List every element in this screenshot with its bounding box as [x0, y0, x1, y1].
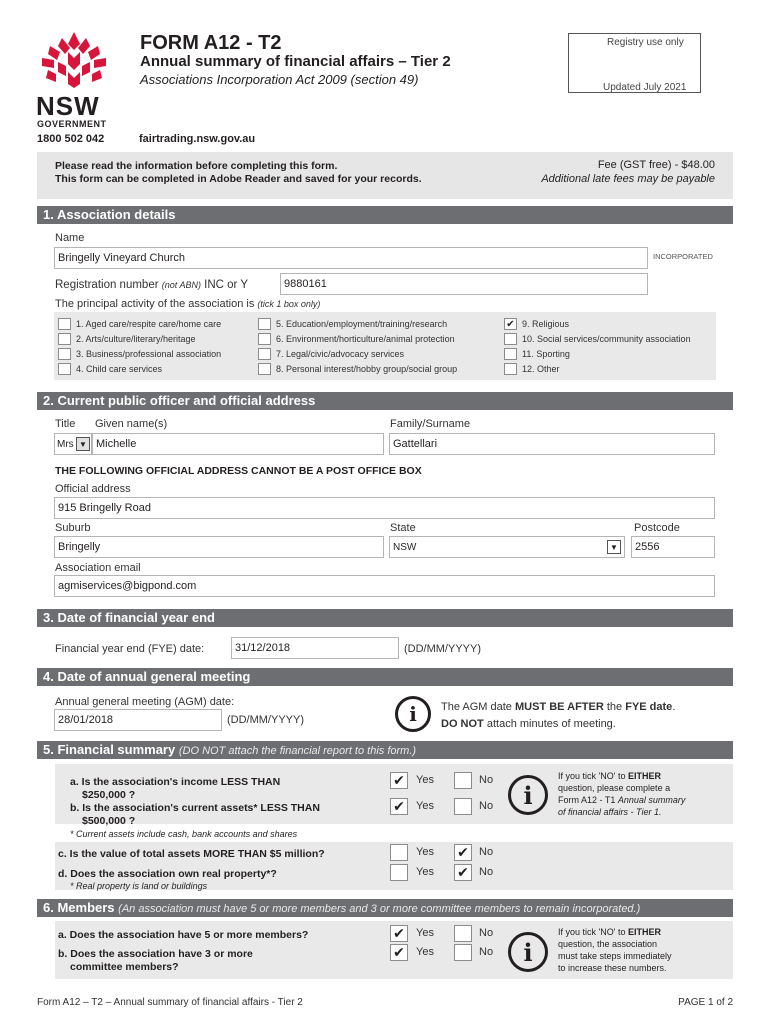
activity-label: 12. Other	[522, 364, 560, 374]
agm-note-e: .	[672, 701, 676, 713]
intro-line-2: This form can be completed in Adobe Reader and saved for your records.	[55, 173, 422, 185]
reg-note: (not ABN)	[161, 280, 201, 290]
state-value: NSW	[393, 541, 417, 553]
official-address-field[interactable]	[54, 497, 715, 519]
a-no-checkbox[interactable]	[454, 925, 472, 942]
b-yes-label: Yes	[416, 946, 434, 958]
s6-side-2: question, the association	[558, 939, 658, 949]
email-label: Association email	[55, 562, 141, 574]
activity-checkbox[interactable]	[504, 318, 517, 330]
registration-number-field[interactable]	[280, 273, 648, 295]
c-no-label: No	[479, 846, 494, 858]
activity-option[interactable]	[504, 318, 569, 330]
activity-label: 3. Business/professional association	[76, 349, 222, 359]
activity-label: 5. Education/employment/training/research	[276, 319, 448, 329]
question-6a: a. Does the association have 5 or more members?	[58, 929, 309, 941]
question-5a-line2: $250,000 ?	[82, 789, 136, 801]
activity-option[interactable]	[504, 363, 560, 375]
s6-side-4: to increase these numbers.	[558, 963, 667, 973]
activity-label: 7. Legal/civic/advocacy services	[276, 349, 405, 359]
updated-date: Updated July 2021	[603, 82, 687, 93]
s5-side-4: Annual summary	[617, 795, 686, 805]
activity-checkbox[interactable]	[504, 333, 517, 345]
s6-side-either: EITHER	[627, 927, 661, 937]
s5-side-1: If you tick 'NO' to	[558, 771, 626, 781]
b-no-label: No	[479, 946, 494, 958]
a-yes-label: Yes	[416, 774, 434, 786]
section-6-note: (An association must have 5 or more members and 3 or more committee members to remain incorporated.)	[118, 903, 641, 915]
a-no-label: No	[479, 774, 494, 786]
activity-option[interactable]	[258, 318, 447, 330]
activity-option[interactable]	[58, 318, 221, 330]
given-name-value: Michelle	[96, 438, 137, 450]
waratah-logo-icon	[32, 30, 116, 88]
incorporated-label: INCORPORATED	[653, 252, 713, 261]
a-no-checkbox[interactable]	[454, 772, 472, 789]
registration-number-value: 9880161	[284, 278, 327, 290]
fye-date-value: 31/12/2018	[235, 642, 291, 654]
check-icon: ✔	[457, 844, 469, 860]
section-4-header	[37, 668, 733, 686]
email-value: agmiservices@bigpond.com	[58, 580, 197, 592]
address-warning: THE FOLLOWING OFFICIAL ADDRESS CANNOT BE A POST OFFICE BOX	[55, 465, 422, 477]
c-yes-label: Yes	[416, 846, 434, 858]
activity-checkbox[interactable]	[58, 348, 71, 360]
family-name-field[interactable]	[389, 433, 715, 455]
family-name-label: Family/Surname	[390, 418, 471, 430]
section-2-header	[37, 392, 733, 410]
activity-label: 11. Sporting	[522, 349, 570, 359]
title-label: Title	[55, 418, 76, 430]
registry-box	[568, 33, 701, 93]
agm-note-f: DO NOT	[441, 718, 484, 730]
activity-label: 9. Religious	[522, 319, 570, 329]
form-title: FORM A12 - T2	[140, 32, 282, 54]
dropdown-icon[interactable]: ▼	[607, 540, 621, 554]
question-5b-line2: $500,000 ?	[82, 815, 136, 827]
fye-format: (DD/MM/YYYY)	[404, 643, 481, 655]
section-1-header	[37, 206, 733, 224]
footnote-current-assets: * Current assets include cash, bank accounts and shares	[70, 829, 298, 839]
b-no-checkbox[interactable]	[454, 944, 472, 961]
fye-label: Financial year end (FYE) date:	[55, 643, 205, 655]
activity-checkbox[interactable]	[258, 333, 271, 345]
registry-label: Registry use only	[607, 37, 684, 48]
activity-checkbox[interactable]	[258, 363, 271, 375]
question-5b-line1: b. Is the association's current assets* LESS THAN	[70, 802, 320, 814]
dropdown-icon[interactable]: ▼	[76, 437, 90, 451]
logo-sub: GOVERNMENT	[37, 119, 107, 129]
a-no-label: No	[479, 927, 494, 939]
nsw-logo	[32, 30, 116, 129]
activity-label: 8. Personal interest/hobby group/social group	[276, 364, 458, 374]
section-5-side-note	[558, 770, 723, 818]
intro-line-1: Please read the information before completing this form.	[55, 160, 338, 172]
b-no-checkbox[interactable]	[454, 798, 472, 815]
agm-note-a: The AGM date	[441, 701, 512, 713]
s6-side-1: If you tick 'NO' to	[558, 927, 626, 937]
activity-option[interactable]	[258, 333, 455, 345]
section-5-header	[37, 741, 733, 759]
form-subtitle: Annual summary of financial affairs – Tier 2	[140, 53, 451, 70]
state-label: State	[390, 522, 416, 534]
section-6-title: 6. Members	[43, 900, 115, 915]
activity-label-text: The principal activity of the association is	[55, 298, 255, 310]
footer-page: PAGE 1 of 2	[678, 997, 733, 1008]
b-yes-checkbox[interactable]	[390, 944, 408, 961]
title-value: Mrs	[57, 438, 74, 450]
b-no-label: No	[479, 800, 494, 812]
suburb-field[interactable]	[54, 536, 384, 558]
b-yes-label: Yes	[416, 800, 434, 812]
check-icon: ✔	[457, 864, 469, 880]
association-name-value: Bringelly Vineyard Church	[58, 252, 185, 264]
activity-label: 4. Child care services	[76, 364, 163, 374]
s5-side-either: EITHER	[627, 771, 661, 781]
activity-checkbox[interactable]	[504, 363, 517, 375]
activity-option[interactable]	[58, 363, 162, 375]
section-1-title: 1. Association details	[43, 207, 176, 222]
check-icon: ✔	[393, 772, 405, 788]
postcode-field[interactable]	[631, 536, 715, 558]
state-select[interactable]	[389, 536, 625, 558]
section-6-side-note	[558, 926, 723, 974]
agm-date-value: 28/01/2018	[58, 714, 114, 726]
section-5-note: (DO NOT attach the financial report to this form.)	[178, 745, 417, 757]
activity-checkbox[interactable]	[258, 348, 271, 360]
activity-option[interactable]	[258, 363, 457, 375]
footer-left: Form A12 – T2 – Annual summary of financial affairs - Tier 2	[37, 997, 303, 1008]
activity-option[interactable]	[504, 348, 570, 360]
activity-checkbox[interactable]	[58, 333, 71, 345]
d-no-label: No	[479, 866, 494, 878]
postcode-label: Postcode	[634, 522, 680, 534]
a-yes-label: Yes	[416, 927, 434, 939]
question-5d: d. Does the association own real property*?	[58, 868, 277, 880]
reg-label	[55, 279, 248, 291]
c-yes-checkbox[interactable]	[390, 844, 408, 861]
agm-label: Annual general meeting (AGM) date:	[55, 696, 235, 708]
section-2-title: 2. Current public officer and official address	[43, 393, 316, 408]
suburb-label: Suburb	[55, 522, 91, 534]
phone: 1800 502 042	[37, 133, 105, 145]
section-6-header	[37, 899, 733, 917]
activity-grid	[58, 318, 718, 378]
question-5b	[70, 802, 320, 828]
activity-label: 10. Social services/community association	[522, 334, 691, 344]
website-link[interactable]: fairtrading.nsw.gov.au	[139, 133, 256, 145]
section-5-title: 5. Financial summary	[43, 742, 176, 757]
question-6b-line2: committee members?	[70, 961, 179, 973]
b-yes-checkbox[interactable]	[390, 798, 408, 815]
s6-side-3: must take steps immediately	[558, 951, 672, 961]
reg-label-text: Registration number	[55, 279, 159, 291]
name-label: Name	[55, 232, 85, 244]
activity-label	[55, 298, 320, 310]
question-5c: c. Is the value of total assets MORE THAN $5 million?	[58, 848, 325, 860]
reg-prefix: INC or Y	[204, 279, 249, 291]
activity-checkbox[interactable]	[504, 348, 517, 360]
agm-format: (DD/MM/YYYY)	[227, 714, 304, 726]
activity-option[interactable]	[58, 348, 221, 360]
check-icon: ✔	[506, 318, 515, 330]
agm-date-field[interactable]	[54, 709, 222, 731]
activity-checkbox[interactable]	[258, 318, 271, 330]
activity-checkbox[interactable]	[58, 363, 71, 375]
s5-side-3: Form A12 - T1	[558, 795, 616, 805]
a-yes-checkbox[interactable]	[390, 772, 408, 789]
fee-text: Fee (GST free) - $48.00	[597, 159, 715, 171]
official-address-value: 915 Bringelly Road	[58, 502, 151, 514]
agm-note	[441, 699, 721, 733]
association-name-field[interactable]	[54, 247, 648, 269]
check-icon: ✔	[393, 925, 405, 941]
late-fee-text: Additional late fees may be payable	[541, 173, 715, 185]
question-5a-line1: a. Is the association's income LESS THAN	[70, 776, 281, 788]
title-select[interactable]	[54, 433, 92, 455]
activity-option[interactable]	[58, 333, 196, 345]
check-icon: ✔	[393, 944, 405, 960]
d-yes-label: Yes	[416, 866, 434, 878]
agm-note-c: the	[606, 701, 623, 713]
agm-note-g: attach minutes of meeting.	[486, 718, 616, 730]
question-6b	[58, 948, 253, 974]
activity-checkbox[interactable]	[58, 318, 71, 330]
logo-text: NSW	[36, 91, 100, 121]
section-3-title: 3. Date of financial year end	[43, 610, 215, 625]
info-icon: i	[508, 775, 548, 815]
given-name-label: Given name(s)	[95, 418, 168, 430]
activity-note: (tick 1 box only)	[257, 299, 321, 309]
c-no-checkbox[interactable]	[454, 844, 472, 861]
d-yes-checkbox[interactable]	[390, 864, 408, 881]
activity-label: 2. Arts/culture/literary/heritage	[76, 334, 196, 344]
a-yes-checkbox[interactable]	[390, 925, 408, 942]
agm-note-b: MUST BE AFTER	[515, 701, 604, 713]
address-label: Official address	[55, 483, 131, 495]
question-6b-line1: b. Does the association have 3 or more	[58, 948, 253, 960]
email-field[interactable]	[54, 575, 715, 597]
section-3-header	[37, 609, 733, 627]
footnote-real-property: * Real property is land or buildings	[70, 881, 208, 891]
fye-date-field[interactable]	[231, 637, 399, 659]
question-5a	[70, 776, 280, 802]
section-4-title: 4. Date of annual general meeting	[43, 669, 251, 684]
activity-label: 1. Aged care/respite care/home care	[76, 319, 222, 329]
s5-side-5: of financial affairs - Tier 1.	[558, 807, 662, 817]
d-no-checkbox[interactable]	[454, 864, 472, 881]
postcode-value: 2556	[635, 541, 660, 553]
family-name-value: Gattellari	[393, 438, 438, 450]
form-act: Associations Incorporation Act 2009 (section 49)	[140, 72, 419, 87]
activity-option[interactable]	[258, 348, 404, 360]
info-icon: i	[395, 696, 431, 732]
activity-option[interactable]	[504, 333, 691, 345]
suburb-value: Bringelly	[58, 541, 101, 553]
info-icon: i	[508, 932, 548, 972]
check-icon: ✔	[393, 798, 405, 814]
given-name-field[interactable]	[92, 433, 384, 455]
intro-box	[37, 152, 733, 199]
activity-label: 6. Environment/horticulture/animal protection	[276, 334, 455, 344]
agm-note-d: FYE date	[625, 701, 673, 713]
s5-side-2: question, please complete a	[558, 783, 671, 793]
